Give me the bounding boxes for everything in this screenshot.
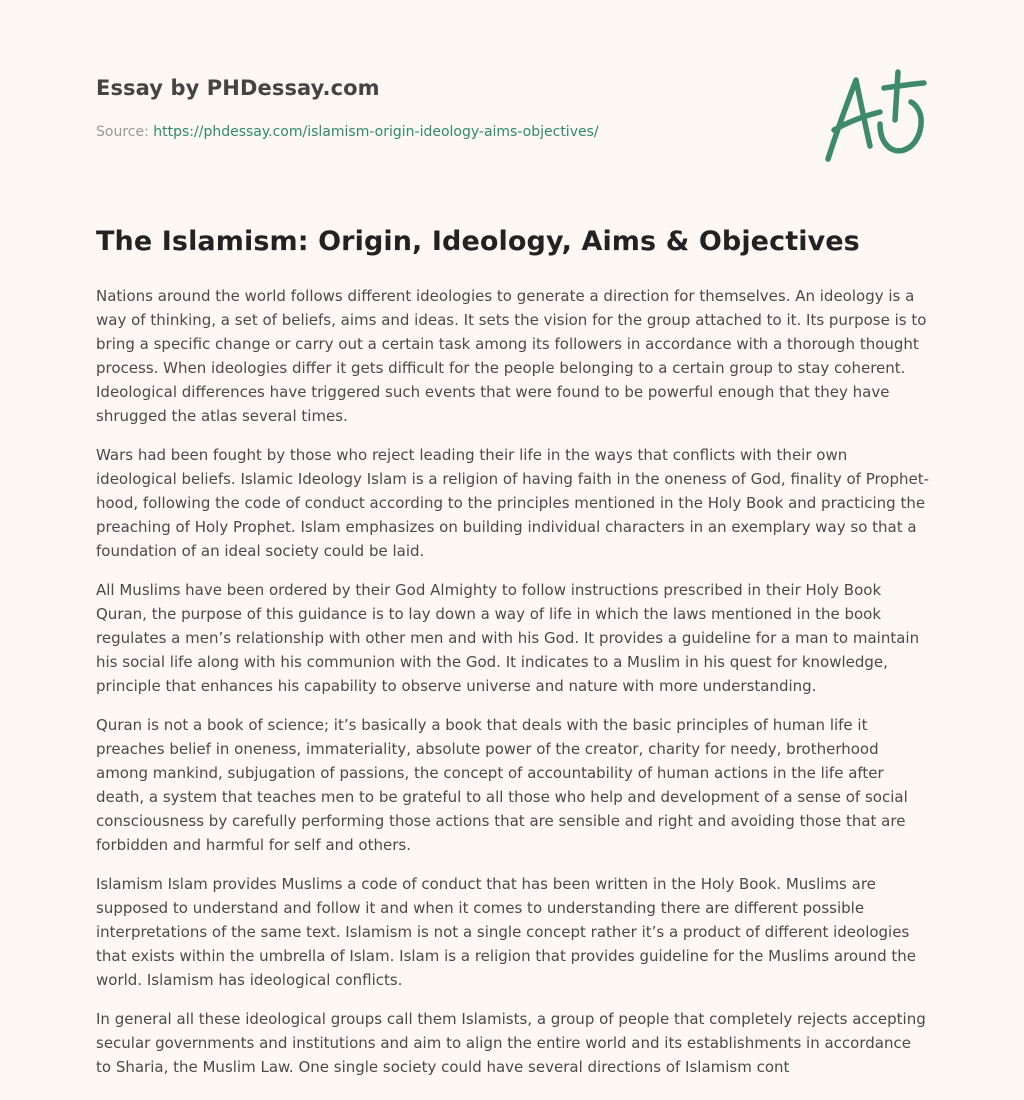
- a-plus-grade-icon: [818, 64, 930, 168]
- site-brand: Essay by PHDessay.com: [96, 76, 380, 100]
- source-link[interactable]: https://phdessay.com/islamism-origin-ideology-aims-objectives/: [153, 124, 599, 140]
- essay-title: The Islamism: Origin, Ideology, Aims & Objectives: [96, 226, 860, 257]
- essay-paragraph: Islamism Islam provides Muslims a code of conduct that has been written in the Holy Book. Muslims are supposed to understand and follow it and when it comes to understanding there are different possible interpretations of the same text. Islamism is not a single concept rather it’s a product of different ideologies that exists within the umbrella of Islam. Islam is a religion that provides guideline for the Muslims around the world. Islamism has ideological conflicts.: [96, 875, 916, 989]
- source-label: Source:: [96, 124, 154, 140]
- essay-paragraph: In general all these ideological groups call them Islamists, a group of people that completely rejects accepting secular governments and institutions and aim to align the entire world and its establishments in accordance to Sharia, the Muslim Law. One single society could have several directions of Islamism cont: [96, 1010, 926, 1076]
- essay-body: [96, 284, 930, 1094]
- essay-paragraph: Nations around the world follows different ideologies to generate a direction for themselves. An ideology is a way of thinking, a set of beliefs, aims and ideas. It sets the vision for the group attached to it. Its purpose is to bring a specific change or carry out a certain task among its followers in accordance with a thorough thought process. When ideologies differ it gets difficult for the people belonging to a certain group to stay coherent. Ideological differences have triggered such events that were found to be powerful enough that they have shrugged the atlas several times.: [96, 287, 927, 425]
- source-line: [96, 124, 599, 140]
- essay-paragraph: Wars had been fought by those who reject leading their life in the ways that conflicts with their own ideological beliefs. Islamic Ideology Islam is a religion of having faith in the oneness of God, finality of Prophet-hood, following the code of conduct according to the principles mentioned in the Holy Book and practicing the preaching of Holy Prophet. Islam emphasizes on building individual characters in an exemplary way so that a foundation of an ideal society could be laid.: [96, 446, 930, 560]
- essay-paragraph: All Muslims have been ordered by their God Almighty to follow instructions prescribed in their Holy Book Quran, the purpose of this guidance is to lay down a way of life in which the laws mentioned in the book regulates a men’s relationship with other men and with his God. It provides a guideline for a man to maintain his social life along with his communion with the God. It indicates to a Muslim in his quest for knowledge, principle that enhances his capability to observe universe and nature with more understanding.: [96, 581, 920, 695]
- essay-paragraph: Quran is not a book of science; it’s basically a book that deals with the basic principles of human life it preaches belief in oneness, immateriality, absolute power of the creator, charity for needy, brotherhood among mankind, subjugation of passions, the concept of accountability of human actions in the life after death, a system that teaches men to be grateful to all those who help and development of a sense of social consciousness by carefully performing those actions that are sensible and right and avoiding those that are forbidden and harmful for self and others.: [96, 716, 908, 854]
